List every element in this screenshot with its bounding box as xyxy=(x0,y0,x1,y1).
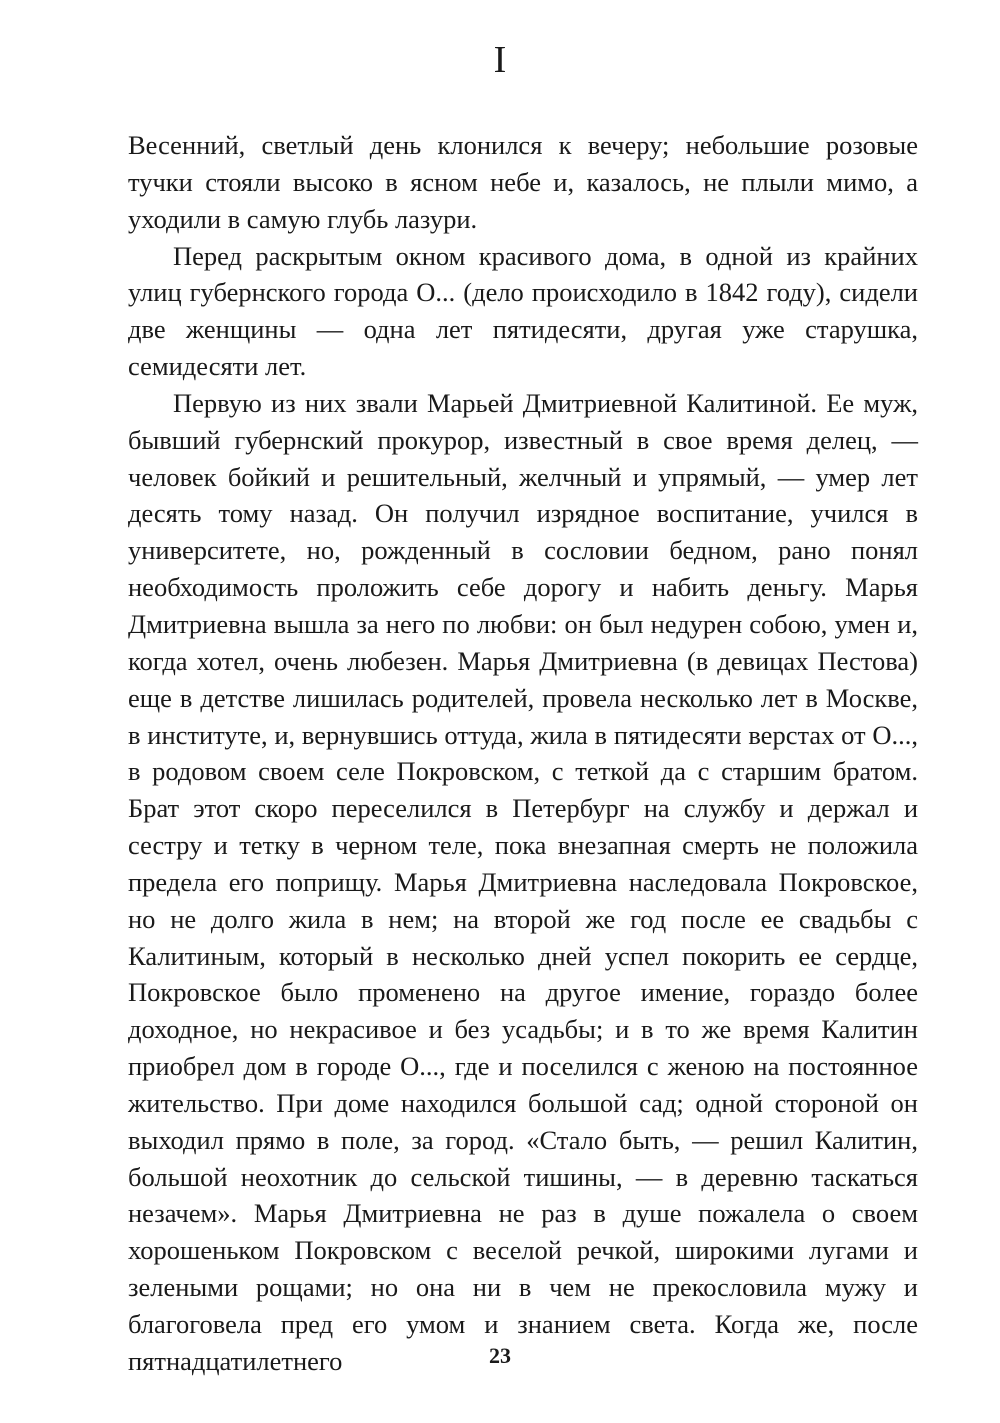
page-number: 23 xyxy=(489,1343,511,1368)
chapter-heading: I xyxy=(493,39,507,81)
paragraph-3: Первую из них звали Марьей Дмитриевной Калитиной. Ее муж, бывший губернский прокурор, известный в свое время делец, — человек бойкий и решительный, желчный и упрямый, — умер лет десять тому назад. Он получил изрядное воспитание, учился в университете, но, рожденный в сословии бедном, рано понял необходимость проложить себе дорогу и набить деньгу. Марья Дмитриевна вышла за него по любви: он был недурен собою, умен и, когда хотел, очень любезен. Марья Дмитриевна (в девицах Пестова) еще в детстве лишилась родителей, провела несколько лет в Москве, в институте, и, вернувшись оттуда, жила в пятидесяти верстах от О..., в родовом своем селе Покровском, с теткой да с старшим братом. Брат этот скоро переселился в Петербург на службу и держал и сестру и тетку в черном теле, пока внезапная смерть не положила предела его поприщу. Марья Дмитриевна наследовала Покровское, но не долго жила в нем; на второй же год после ее свадьбы с Калитиным, который в несколько дней успел покорить ее сердце, Покровское было променено на другое имение, гораздо более доходное, но некрасивое и без усадьбы; и в то же время Калитин приобрел дом в городе О..., где и поселился с женою на постоянное жительство. При доме находился большой сад; одной стороной он выходил прямо в поле, за город. «Стало быть, — решил Калитин, большой неохотник до сельской тишины, — в деревню таскаться незачем». Марья Дмитриевна не раз в душе пожалела о своем хорошеньком Покровском с веселой речкой, широкими лугами и зелеными рощами; но она ни в чем не прекословила мужу и благоговела пред его умом и знанием света. Когда же, после пятнадцатилетнего xyxy=(128,387,918,1376)
paragraph-2: Перед раскрытым окном красивого дома, в одной из крайних улиц губернского города О... (дело происходило в 1842 году), сидели две женщины — одна лет пятидесяти, другая уже старушка, семидесяти лет. xyxy=(128,240,918,382)
body-text xyxy=(128,127,918,1380)
paragraph-1: Весенний, светлый день клонился к вечеру; небольшие розовые тучки стояли высоко в ясном небе и, казалось, не плыли мимо, а уходили в самую глубь лазури. xyxy=(128,130,918,234)
